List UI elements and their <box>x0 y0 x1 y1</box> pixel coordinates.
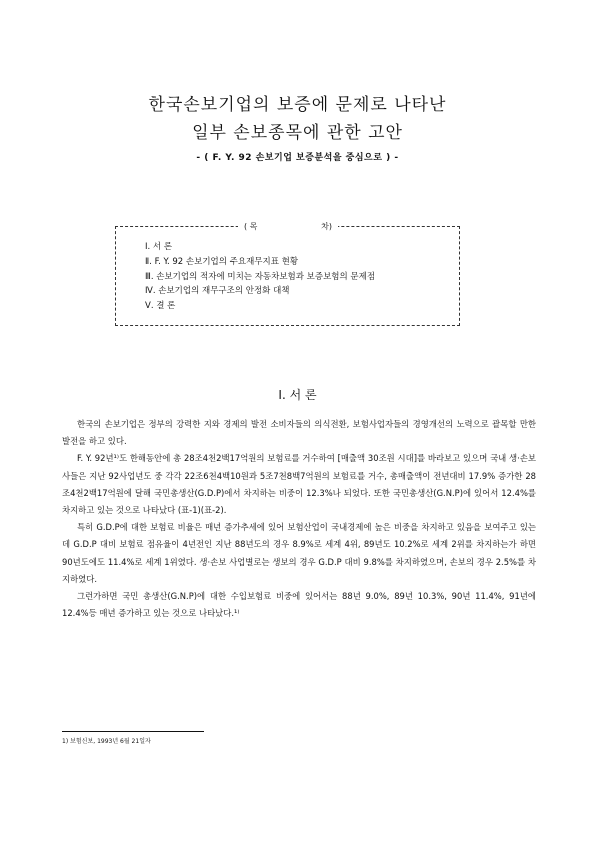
toc-item-stabilization-measures: Ⅳ. 손보기업의 재무구조의 안정화 대책 <box>145 286 290 297</box>
toc-header-right: 차) <box>321 221 332 231</box>
toc-header-left: ( 목 <box>244 221 258 231</box>
body-paragraph-3: 특히 G.D.P에 대한 보험료 비율은 매년 증가추세에 있어 보험산업이 국내경제에 높은 비중을 차지하고 있음을 보여주고 있는데 G.D.P 대비 보험료 점유율이 4년전인 지난 88년도의 경우 8.9%로 세계 4위, 89년도 10.2%로 세계 2위를 차지하는가 하면 90년도에도 11.4%로 세계 1위였다. 생·손보 사업별로는 생보의 경우 G.D.P 대비 9.8%를 차지하였으며, 손보의 경우 2.5%를 차지하였다. <box>62 522 536 584</box>
table-of-contents-header <box>238 219 338 233</box>
body-text <box>62 416 536 622</box>
table-of-contents-list <box>145 240 375 314</box>
toc-item-insurance-problems: Ⅲ. 손보기업의 적자에 미치는 자동차보험과 보증보험의 문제점 <box>145 271 376 282</box>
footnote-divider <box>62 731 204 732</box>
document-title-line-1: 한국손보기업의 보증에 문제로 나타난 <box>148 95 447 115</box>
section-heading-introduction: Ⅰ. 서 론 <box>278 388 317 402</box>
footnote: 1) 보험신보, 1993년 6월 21일자 <box>62 738 151 745</box>
body-paragraph-2: F. Y. 92년¹⁾도 한해동안에 총 28조4천2백17억원의 보험료를 거수하여 [매출액 30조원 시대]를 바라보고 있으며 국내 생·손보사들은 지난 92사업년도 중 각각 22조6천4백10원과 5조7천8백7억원의 보험료를 거수, 총매출액이 전년대비 17.9% 증가한 28조4천2백17억원에 달해 국민총생산(G.D.P)에서 차지하는 비중이 12.3%나 되었다. 또한 국민총생산(G.N.P)에 있어서 12.4%를 차지하고 있는 것으로 나타났다 (표-1)(표-2). <box>62 453 536 516</box>
body-paragraph-1: 한국의 손보기업은 정부의 강력한 지와 경제의 발전 소비자들의 의식전환, 보험사업자들의 경영개선의 노력으로 괄목할 만한 발전을 하고 있다. <box>62 419 536 447</box>
document-title-line-2: 일부 손보종목에 관한 고안 <box>192 123 403 143</box>
toc-item-financial-indicators: Ⅱ. F. Y. 92 손보기업의 주요재무지표 현황 <box>145 256 299 267</box>
toc-item-conclusion: Ⅴ. 결 론 <box>145 301 176 312</box>
body-paragraph-4: 그런가하면 국민 총생산(G.N.P)에 대한 수입보험료 비중에 있어서는 88년 9.0%, 89년 10.3%, 90년 11.4%, 91년에 12.4%등 매년 증가하고 있는 것으로 나타났다.¹⁾ <box>62 591 536 619</box>
toc-item-introduction: Ⅰ. 서 론 <box>145 242 173 252</box>
document-subtitle: - ( F. Y. 92 손보기업 보증분석을 중심으로 ) - <box>196 153 399 163</box>
